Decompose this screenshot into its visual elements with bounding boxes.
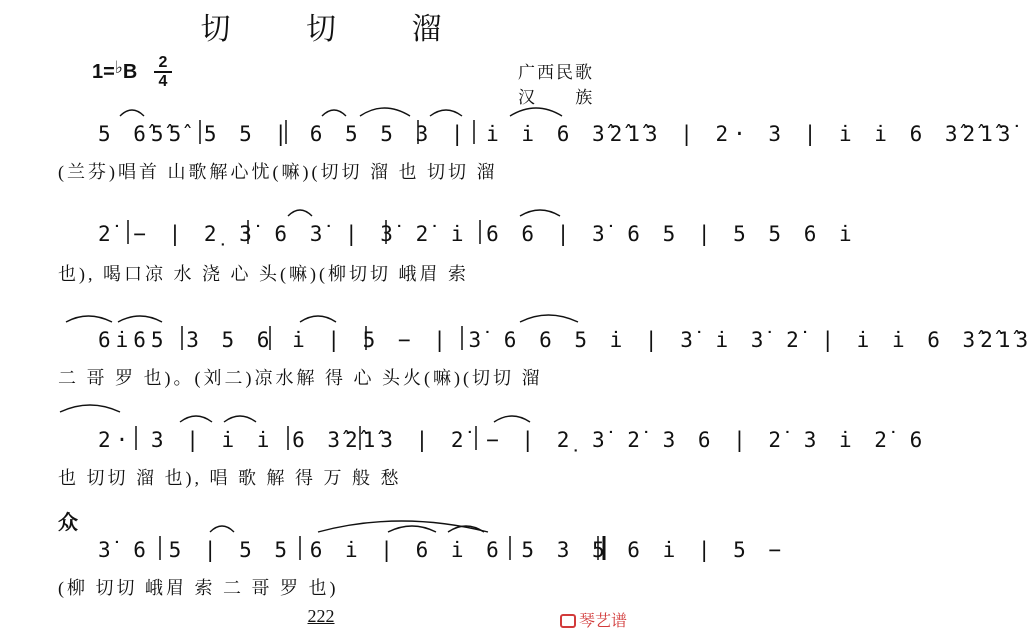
piano-logo-icon [560, 614, 576, 628]
system-5-lyrics: (柳 切切 峨眉 索 二 哥 罗 也) [58, 578, 339, 598]
slur [494, 416, 530, 422]
slur [300, 316, 336, 322]
system-4-lyrics: 也 切切 溜 也), 唱 歌 解 得 万 般 愁 [58, 468, 402, 488]
page-number: 222 [307, 606, 335, 626]
watermark [560, 608, 627, 631]
meter-bottom: 4 [158, 73, 168, 90]
slur [322, 110, 346, 116]
slur [510, 108, 562, 116]
song-source: 广西民歌 [518, 63, 594, 82]
meter-top: 2 [158, 54, 168, 71]
system-1-lyrics: (兰芬)唱首 山歌解心忧(嘛)(切切 溜 也 切切 溜 [58, 162, 498, 182]
chorus-annotation: 众 [58, 512, 78, 534]
slur [448, 526, 484, 532]
key-note: B [122, 61, 138, 83]
slur [118, 316, 162, 322]
slur [180, 416, 212, 422]
slur [520, 210, 560, 216]
slur [388, 526, 436, 532]
slur [224, 416, 256, 422]
system-2-lyrics: 也), 喝口凉 水 浇 心 头(嘛)(柳切切 峨眉 索 [58, 264, 469, 284]
slur [60, 405, 120, 412]
system-3-notes: 6i̇65 3 5 6 i̇ | 5 − | 3̇ 6 6 5 i̇ | 3̇ i̇ 3̇ 2̇ | i̇ i̇ 6 3̂2̂1̂3̇ [98, 328, 1033, 352]
system-2-notes: 2̇ − | 2̣ 3̇ 6 3̇ | 3̇ 2̇ i̇ 6 6 | 3̇ 6 5 | 5 5 6 i̇ [98, 222, 857, 246]
slur [318, 521, 488, 532]
slur [360, 108, 410, 116]
system-3-lyrics: 二 哥 罗 也)。(刘二)凉水解 得 心 头火(嘛)(切切 溜 [58, 368, 543, 388]
key-signature [92, 58, 137, 84]
slur [520, 315, 578, 322]
slur [288, 210, 312, 216]
slur [210, 526, 234, 532]
slur [430, 110, 462, 116]
system-4-notes: 2· 3 | i̇ i̇ 6 3̂2̂1̂3 | 2̇ − | 2̣ 3̇ 2̇ 3 6 | 2̇ 3 i̇ 2̇ 6 [98, 428, 928, 452]
slur [120, 110, 144, 116]
song-ethnicity: 汉 族 [518, 88, 611, 107]
time-signature [154, 55, 172, 89]
song-title: 切 切 溜 [200, 13, 476, 46]
flat-sign: ♭ [114, 58, 123, 77]
slur [66, 316, 112, 322]
key-prefix: 1= [92, 61, 115, 83]
system-5-notes: 3̇ 6 5 | 5 5 6 i̇ | 6 i̇ 6 5 3 5 6 i̇ | 5 − [98, 538, 787, 562]
system-1-notes: 5 6̂5̂5̂ 5 5 | 6 5 5 3 | i̇ i̇ 6 3̂2̂1̂3 | 2· 3 | i̇ i̇ 6 3̂2̂1̂3̇ [98, 122, 1016, 146]
watermark-text: 琴艺谱 [579, 613, 628, 630]
